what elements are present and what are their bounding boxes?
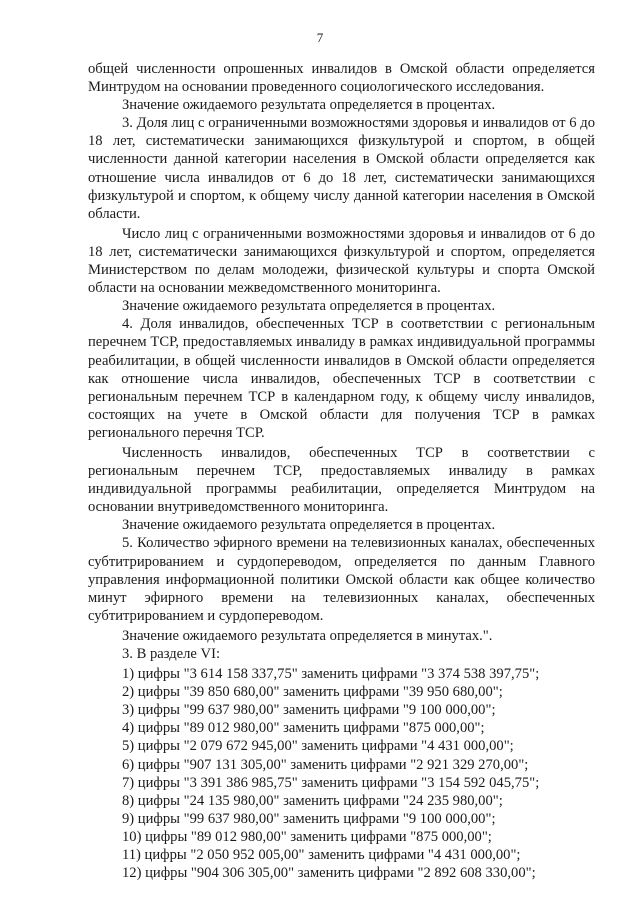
list-item: 10) цифры "89 012 980,00" заменить цифрами "875 000,00"; [122,828,492,845]
paragraph-unit-percent: Значение ожидаемого результата определяется в процентах. [122,97,496,114]
list-item: 1) цифры "3 614 158 337,75" заменить цифрами "3 374 538 397,75"; [122,666,540,683]
list-item: 8) цифры "24 135 980,00" заменить цифрами "24 235 980,00"; [122,792,503,809]
paragraph-item-3: 3. Доля лиц с ограниченными возможностями здоровья и инвалидов от 6 до 18 лет, систематически занимающихся физкультурой и спортом, в общей численности данной категории населения в Омской области определяется как отношение числа инвалидов от 6 до 18 лет, систематически занимающихся физкультурой и спортом, к общему числу данной категории населения в Омской области. [88,115,595,222]
list-item: 11) цифры "2 050 952 005,00" заменить цифрами "4 431 000,00"; [122,847,521,864]
page-number: 7 [316,30,324,45]
list-item: 2) цифры "39 850 680,00" заменить цифрами "39 950 680,00"; [122,684,503,701]
paragraph-unit-minutes: Значение ожидаемого результата определяется в минутах.". [122,627,493,644]
replacement-list [88,665,595,882]
list-item: 3) цифры "99 637 980,00" заменить цифрами "9 100 000,00"; [122,702,496,719]
section-heading: 3. В разделе VI: [122,646,221,662]
list-item: 6) цифры "907 131 305,00" заменить цифрами "2 921 329 270,00"; [122,756,529,773]
list-item: 5) цифры "2 079 672 945,00" заменить цифрами "4 431 000,00"; [122,738,514,755]
list-item: 7) цифры "3 391 386 985,75" заменить цифрами "3 154 592 045,75"; [122,774,540,791]
paragraph-item-4: 4. Доля инвалидов, обеспеченных ТСР в соответствии с региональным перечнем ТСР, предоставляемых инвалиду в рамках индивидуальной программы реабилитации, в общей численности инвалидов в Омской области определяется как отношение числа инвалидов, обеспеченных ТСР в соответствии с региональным перечнем ТСР в календарном году, к общему числу инвалидов, состоящих на учете в Омской области для получения ТСР в рамках регионального перечня ТСР. [88,316,595,441]
list-item: 9) цифры "99 637 980,00" заменить цифрами "9 100 000,00"; [122,810,496,827]
document-body [88,60,595,882]
list-item: 4) цифры "89 012 980,00" заменить цифрами "875 000,00"; [122,720,485,737]
paragraph-item-5: 5. Количество эфирного времени на телевизионных каналах, обеспеченных субтитрированием и сурдопереводом, определяется по данным Главного управления информационной политики Омской области как общее количество минут эфирного времени на телевизионных каналах, обеспеченных субтитрированием и сурдопереводом. [88,535,595,624]
paragraph-unit-percent: Значение ожидаемого результата определяется в процентах. [122,517,496,534]
paragraph-unit-percent: Значение ожидаемого результата определяется в процентах. [122,298,496,315]
paragraph-item-4-source: Численность инвалидов, обеспеченных ТСР в соответствии с региональным перечнем ТСР, предоставляемых инвалиду в рамках индивидуальной программы реабилитации, определяется Минтрудом на основании внутриведомственного мониторинга. [88,444,595,516]
paragraph-item-3-source: Число лиц с ограниченными возможностями здоровья и инвалидов от 6 до 18 лет, систематически занимающихся физкультурой и спортом, определяется Министерством по делам молодежи, физической культуры и спорта Омской области на основании межведомственного мониторинга. [88,225,595,297]
list-item: 12) цифры "904 306 305,00" заменить цифрами "2 892 608 330,00"; [122,865,536,882]
paragraph-continuation: общей численности опрошенных инвалидов в Омской области определяется Минтрудом на основании проведенного социологического исследования. [88,61,595,96]
